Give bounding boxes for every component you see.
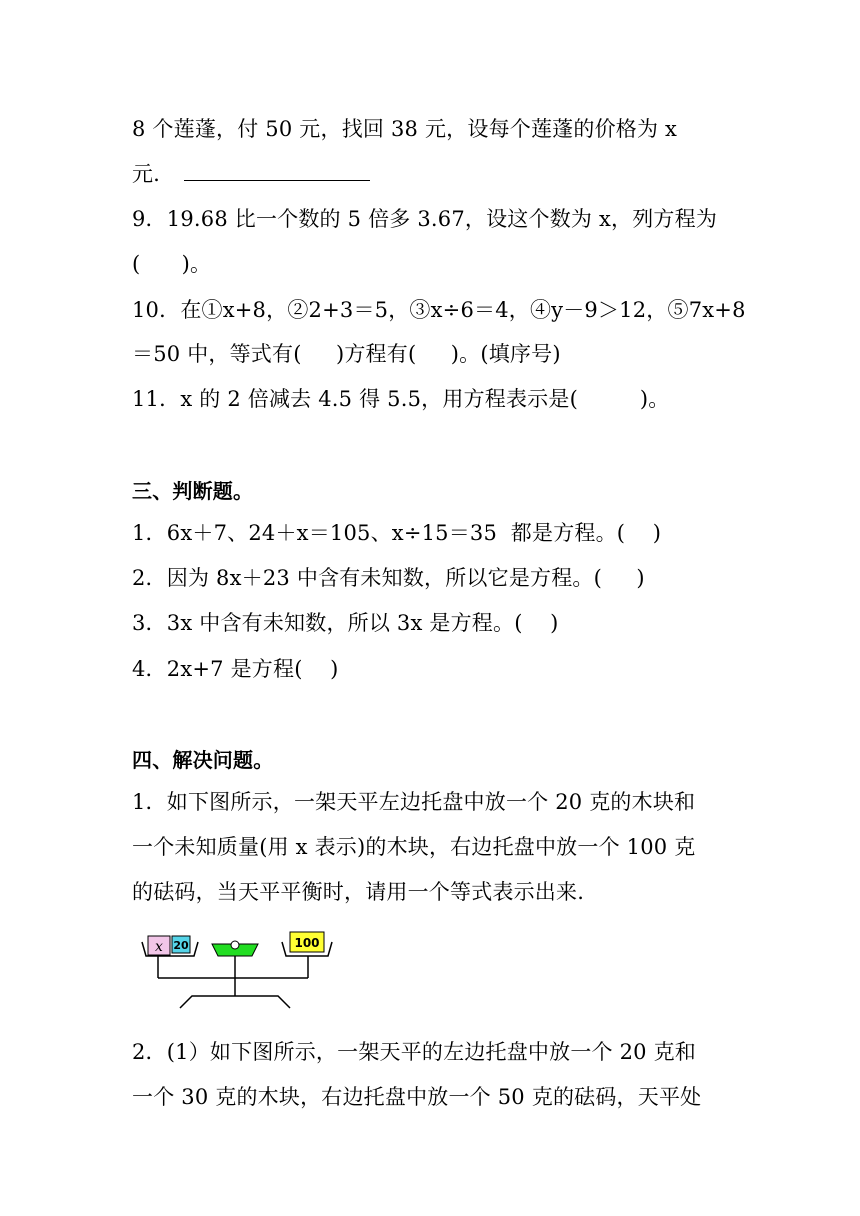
q9-line2: ( )。 bbox=[132, 252, 212, 276]
q9-line1: 9．19.68 比一个数的 5 倍多 3.67，设这个数为 x，列方程为 bbox=[132, 207, 718, 231]
center-pivot bbox=[231, 941, 239, 949]
section4-heading: 四、解决问题。 bbox=[132, 748, 274, 772]
block-20-label: 20 bbox=[173, 939, 189, 952]
q8-text: 元． bbox=[132, 162, 175, 186]
solve-q1-line2: 一个未知质量(用 x 表示)的木块，右边托盘中放一个 100 克 bbox=[132, 835, 696, 859]
q8-line2 bbox=[132, 159, 370, 189]
judge-item-3: 3．3x 中含有未知数，所以 3x 是方程。( ) bbox=[132, 611, 559, 635]
q11-line: 11．x 的 2 倍减去 4.5 得 5.5，用方程表示是( )。 bbox=[132, 387, 670, 411]
q8-line1: 8 个莲蓬，付 50 元，找回 38 元，设每个莲蓬的价格为 x bbox=[132, 117, 678, 141]
block-x-label: x bbox=[155, 939, 163, 955]
answer-blank[interactable] bbox=[184, 160, 370, 181]
solve-q1-line1: 1．如下图所示，一架天平左边托盘中放一个 20 克的木块和 bbox=[132, 790, 696, 814]
judge-item-4: 4．2x+7 是方程( ) bbox=[132, 657, 339, 681]
judge-item-2: 2．因为 8x＋23 中含有未知数，所以它是方程。( ) bbox=[132, 566, 645, 590]
section3-heading: 三、判断题。 bbox=[132, 479, 254, 503]
judge-item-1: 1．6x＋7、24＋x＝105、x÷15＝35 都是方程。( ) bbox=[132, 521, 662, 545]
solve-q1-line3: 的砝码，当天平平衡时，请用一个等式表示出来. bbox=[132, 880, 585, 904]
weight-100-label: 100 bbox=[294, 936, 320, 950]
scale-base bbox=[180, 996, 290, 1008]
q10-line2: ＝50 中，等式有( )方程有( )。(填序号) bbox=[132, 342, 561, 366]
solve-q2-line1: 2．(1）如下图所示，一架天平的左边托盘中放一个 20 克和 bbox=[132, 1040, 696, 1064]
q10-line1: 10．在①x+8，②2+3＝5，③x÷6＝4，④y－9＞12，⑤7x+8 bbox=[132, 298, 746, 322]
balance-scale-figure bbox=[140, 926, 340, 1016]
solve-q2-line2: 一个 30 克的木块，右边托盘中放一个 50 克的砝码，天平处 bbox=[132, 1085, 702, 1109]
